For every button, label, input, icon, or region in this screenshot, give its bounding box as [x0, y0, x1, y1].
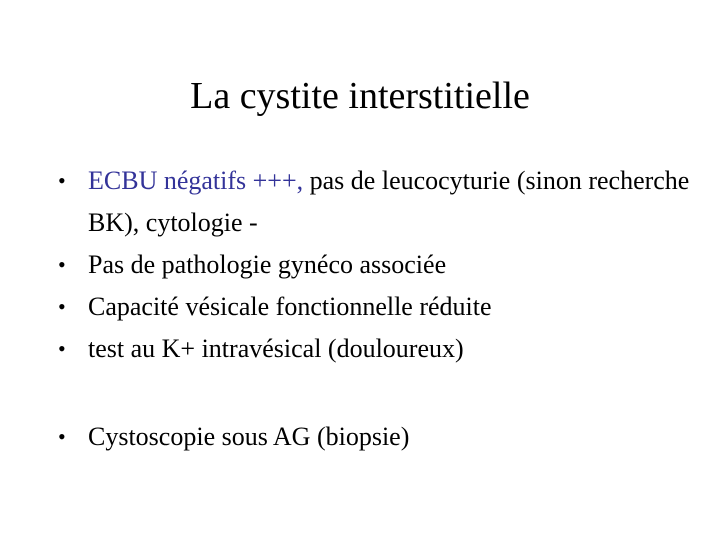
bullet-accent-text: ECBU négatifs +++,	[88, 166, 304, 195]
bullet-dot-icon: •	[58, 168, 66, 193]
bullet-text: Pas de pathologie gynéco associée	[88, 250, 447, 279]
bullet-dot-icon: •	[58, 424, 66, 449]
bullet-item-pathologie	[58, 244, 708, 286]
bullet-dot-icon: •	[58, 294, 66, 319]
bullet-dot-icon: •	[58, 336, 66, 361]
bullet-item-cystoscopie	[58, 416, 708, 458]
bullet-text: pas de leucocyturie (sinon recherche BK), cytologie -	[88, 166, 690, 237]
slide-title: La cystite interstitielle	[190, 75, 530, 117]
bullet-dot-icon: •	[58, 252, 66, 277]
bullet-text: Cystoscopie sous AG (biopsie)	[88, 422, 410, 451]
bullet-text: test au K+ intravésical (douloureux)	[88, 334, 464, 363]
bullet-item-capacite	[58, 286, 708, 328]
bullet-item-ecbu	[58, 160, 708, 244]
bullet-item-test-k	[58, 328, 708, 370]
bullet-list	[58, 160, 708, 458]
bullet-text: Capacité vésicale fonctionnelle réduite	[88, 292, 492, 321]
